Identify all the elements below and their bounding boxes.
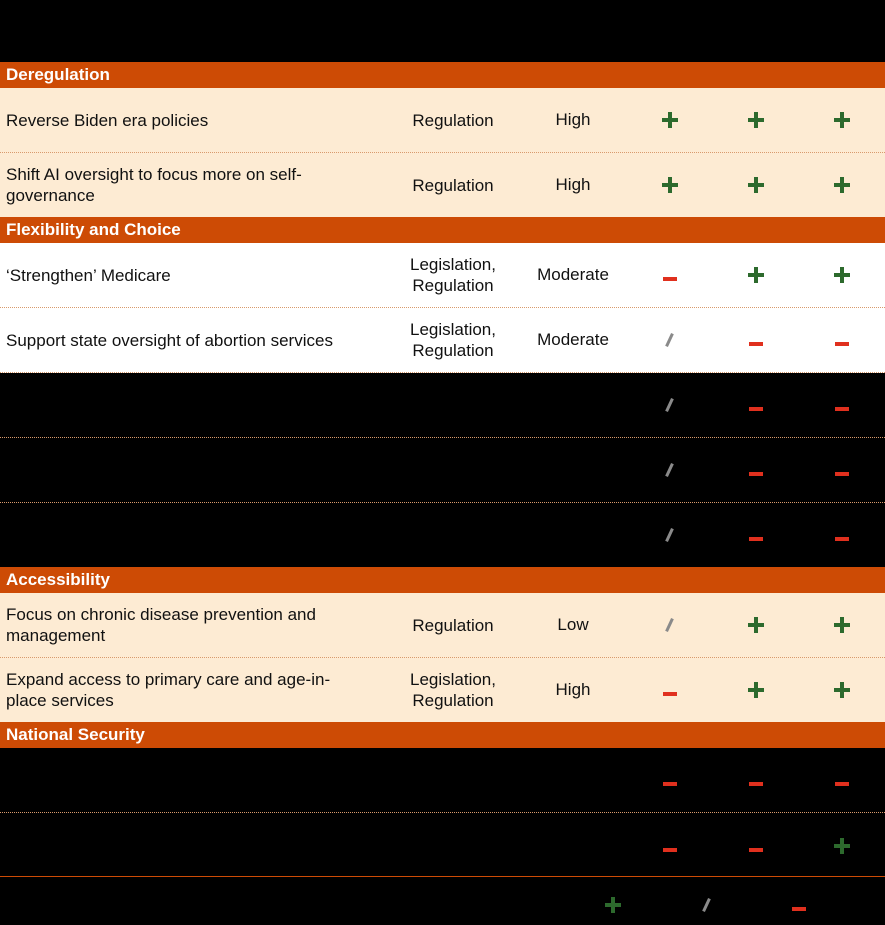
policy-cell: Expand access to primary care and age-in-place services [6, 670, 331, 710]
policy-cell [6, 503, 366, 567]
instrument-cell [393, 373, 513, 437]
plus-icon [832, 265, 852, 285]
minus-icon [746, 770, 766, 790]
table-row [0, 813, 885, 878]
minus-icon [746, 836, 766, 856]
minus-icon [832, 330, 852, 350]
policy-cell: Shift AI oversight to focus more on self-governance [6, 165, 302, 205]
minus-icon [746, 525, 766, 545]
likelihood-cell: Moderate [537, 265, 609, 284]
instrument-cell [393, 438, 513, 502]
plus-icon [746, 680, 766, 700]
legend-divider [0, 876, 885, 877]
likelihood-cell: Low [557, 615, 589, 634]
policy-cell [6, 748, 366, 812]
section-header: Accessibility [0, 567, 885, 593]
legend-minus-icon [789, 895, 809, 915]
instrument-cell [393, 503, 513, 567]
likelihood-cell [523, 373, 623, 437]
plus-icon [832, 836, 852, 856]
policy-cell: Focus on chronic disease prevention and management [6, 605, 316, 645]
legend-plus-icon [603, 895, 623, 915]
likelihood-cell [523, 813, 623, 878]
slash-icon [660, 395, 680, 415]
plus-icon [746, 265, 766, 285]
likelihood-cell: Moderate [537, 330, 609, 349]
policy-cell [6, 373, 366, 437]
plus-icon [746, 110, 766, 130]
table-row [0, 88, 885, 153]
table-row [0, 373, 885, 438]
likelihood-cell [523, 503, 623, 567]
minus-icon [660, 770, 680, 790]
minus-icon [746, 330, 766, 350]
minus-icon [660, 836, 680, 856]
minus-icon [746, 460, 766, 480]
table-row [0, 748, 885, 813]
slash-icon [660, 330, 680, 350]
section-header: Flexibility and Choice [0, 217, 885, 243]
policy-cell: Support state oversight of abortion services [6, 330, 333, 350]
plus-icon [660, 110, 680, 130]
table-row [0, 243, 885, 308]
table-row [0, 438, 885, 503]
plus-icon [832, 680, 852, 700]
minus-icon [832, 395, 852, 415]
slash-icon [660, 460, 680, 480]
plus-icon [832, 110, 852, 130]
slash-icon [660, 525, 680, 545]
minus-icon [832, 770, 852, 790]
plus-icon [660, 175, 680, 195]
section-header: National Security [0, 722, 885, 748]
policy-cell: ‘Strengthen’ Medicare [6, 265, 171, 285]
plus-icon [832, 175, 852, 195]
likelihood-cell [523, 748, 623, 812]
plus-icon [832, 615, 852, 635]
minus-icon [660, 265, 680, 285]
table-row [0, 593, 885, 658]
legend-slash-icon [697, 895, 717, 915]
likelihood-cell [523, 438, 623, 502]
plus-icon [746, 615, 766, 635]
table-row [0, 658, 885, 723]
instrument-cell: Regulation [412, 615, 494, 635]
section-header: Deregulation [0, 62, 885, 88]
instrument-cell: Legislation, Regulation [409, 255, 496, 295]
policy-cell: Reverse Biden era policies [6, 110, 209, 130]
instrument-cell [393, 748, 513, 812]
slash-icon [660, 615, 680, 635]
minus-icon [746, 395, 766, 415]
minus-icon [832, 460, 852, 480]
plus-icon [746, 175, 766, 195]
instrument-cell [393, 813, 513, 878]
table-row [0, 503, 885, 568]
instrument-cell: Legislation, Regulation [409, 670, 496, 710]
minus-icon [660, 680, 680, 700]
table-row [0, 308, 885, 373]
policy-cell [6, 438, 366, 502]
instrument-cell: Legislation, Regulation [409, 320, 496, 360]
likelihood-cell: High [555, 680, 591, 699]
likelihood-cell: High [555, 110, 591, 129]
instrument-cell: Regulation [412, 175, 494, 195]
instrument-cell: Regulation [412, 110, 494, 130]
likelihood-cell: High [555, 175, 591, 194]
policy-cell [6, 813, 366, 878]
minus-icon [832, 525, 852, 545]
table-row [0, 153, 885, 218]
